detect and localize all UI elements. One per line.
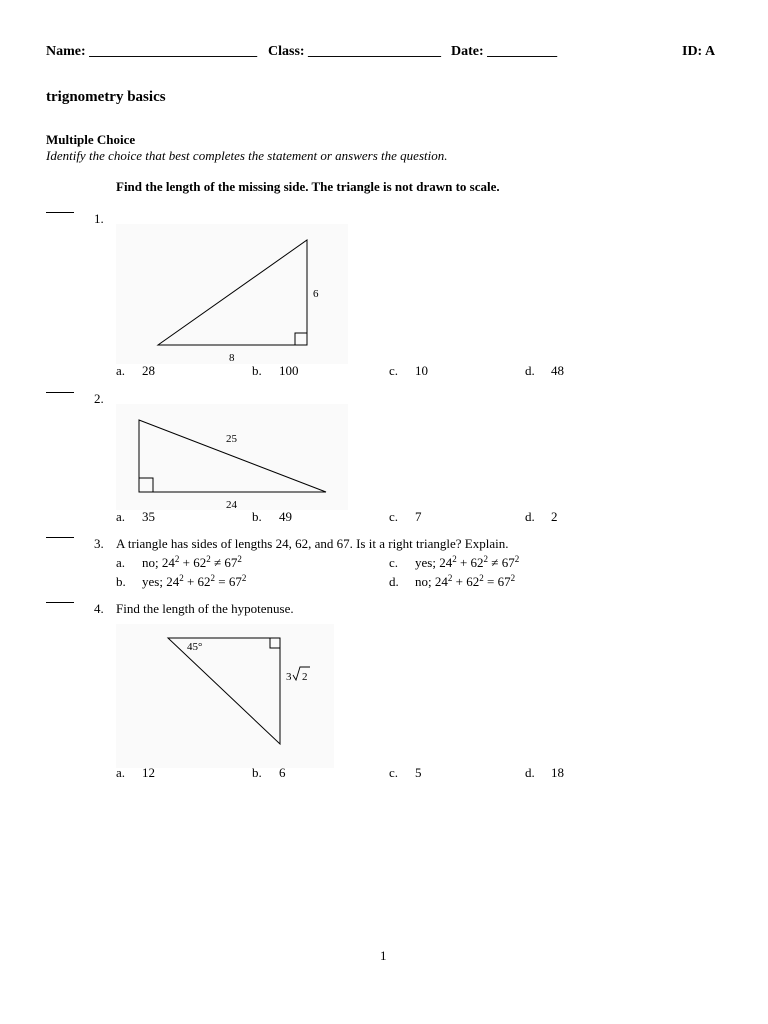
choice-letter: d.: [525, 509, 535, 524]
choice-letter: a.: [116, 555, 126, 570]
choice-text: 48: [551, 363, 564, 378]
triangle-figure-1: [116, 224, 348, 364]
choice-letter: c.: [389, 555, 399, 570]
side-label-25: 25: [226, 433, 237, 445]
angle-label-45: 45°: [187, 641, 203, 653]
choice-equation-c: yes; $24^2 + 62^2 \ne 67^2$: [415, 554, 520, 570]
question-number: 3.: [94, 536, 104, 551]
choice-text: 100: [279, 363, 299, 378]
side-label-8: 8: [229, 352, 235, 364]
class-field-label: Class: ___________________: [268, 44, 442, 59]
question-number: 2.: [94, 391, 104, 406]
choice-text: 5: [415, 765, 422, 780]
answer-blank-2[interactable]: [46, 392, 74, 393]
choice-letter: b.: [252, 765, 262, 780]
choice-letter: a.: [116, 765, 126, 780]
choice-letter: a.: [116, 363, 126, 378]
choice-letter: a.: [116, 509, 126, 524]
answer-blank-1[interactable]: [46, 212, 74, 213]
question-stem: Find the length of the hypotenuse.: [116, 601, 294, 616]
choice-letter: b.: [116, 574, 126, 589]
section-heading: Multiple Choice: [46, 132, 136, 147]
choice-letter: b.: [252, 363, 262, 378]
choice-letter: c.: [389, 765, 399, 780]
triangle-figure-2: [116, 404, 348, 510]
side-coefficient-3: 3: [286, 671, 292, 683]
choice-text: 35: [142, 509, 155, 524]
choice-letter: b.: [252, 509, 262, 524]
choice-text: 49: [279, 509, 292, 524]
question-number: 4.: [94, 601, 104, 616]
choice-equation-b: yes; $24^2 + 62^2 = 67^2$: [142, 573, 247, 589]
choice-letter: c.: [389, 509, 399, 524]
test-id: ID: A: [682, 44, 716, 59]
question-stem: A triangle has sides of lengths 24, 62, and 67. Is it a right triangle? Explain.: [116, 536, 509, 551]
page-title: trignometry basics: [46, 89, 166, 105]
question-number: 1.: [94, 211, 104, 226]
choice-text: 28: [142, 363, 155, 378]
answer-blank-3[interactable]: [46, 537, 74, 538]
radicand-2: 2: [302, 671, 308, 683]
choice-text: 10: [415, 363, 428, 378]
choice-letter: d.: [389, 574, 399, 589]
answer-blank-4[interactable]: [46, 602, 74, 603]
choice-text: 18: [551, 765, 564, 780]
choice-text: 2: [551, 509, 558, 524]
choice-text: 6: [279, 765, 286, 780]
choice-letter: c.: [389, 363, 399, 378]
date-field-label: Date: __________: [451, 44, 558, 59]
choice-equation-a: no; $24^2 + 62^2 \ne 67^2$: [142, 554, 242, 570]
triangle-figure-4: [116, 624, 334, 768]
group-instruction: Find the length of the missing side. The triangle is not drawn to scale.: [116, 179, 500, 194]
choice-letter: d.: [525, 363, 535, 378]
side-label-6: 6: [313, 288, 319, 300]
choice-text: 7: [415, 509, 422, 524]
choice-equation-d: no; $24^2 + 62^2 = 67^2$: [415, 573, 516, 589]
section-instructions: Identify the choice that best completes the statement or answers the question.: [46, 148, 448, 163]
choice-text: 12: [142, 765, 155, 780]
page-number: 1: [380, 948, 387, 963]
name-field-label: Name: ________________________: [46, 44, 258, 59]
side-label-24: 24: [226, 499, 237, 510]
choice-letter: d.: [525, 765, 535, 780]
